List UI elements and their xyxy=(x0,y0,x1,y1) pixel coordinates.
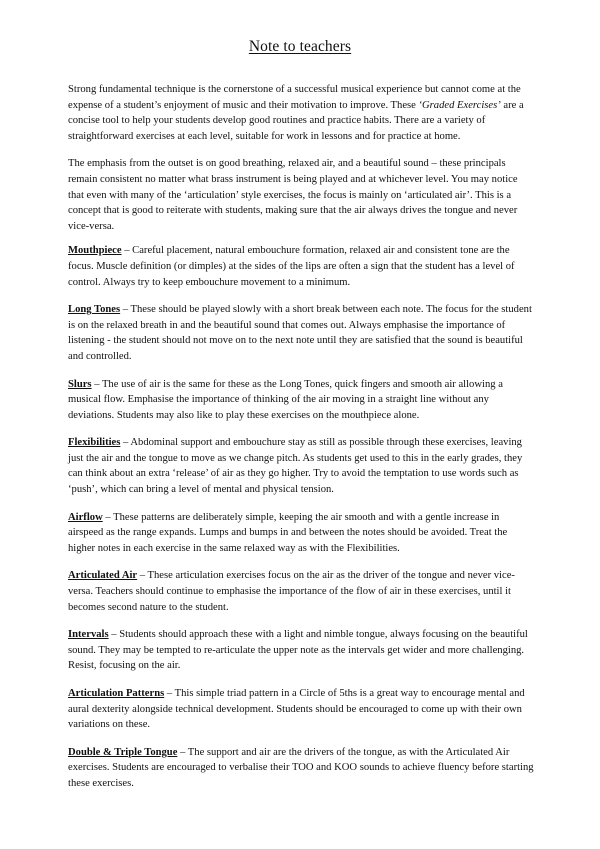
section-text: – These articulation exercises focus on the air as the driver of the tongue and never vice-versa. Teachers should continue to emphasise the importance of the flow of air in these exercises, until it becomes second nature to the student. xyxy=(68,570,515,613)
section-heading: Articulated Air xyxy=(68,570,138,582)
document-body xyxy=(68,82,536,804)
section-airflow xyxy=(68,510,536,557)
section-heading: Long Tones xyxy=(68,304,121,316)
section-heading: Articulation Patterns xyxy=(68,688,165,699)
section-intervals xyxy=(68,627,536,674)
section-mouthpiece xyxy=(68,243,536,290)
section-slurs xyxy=(68,377,536,424)
section-text: – Careful placement, natural embouchure formation, relaxed air and consistent tone are the focus. Muscle definition (or dimples) at the sides of the lips are often a sign that the student has a level of control. Always try to keep embouchure movement to a minimum. xyxy=(68,245,515,288)
section-text: – Students should approach these with a light and nimble tongue, always focusing on the beautiful sound. They may be tempted to re-articulate the upper note as the intervals get wider and more challenging. Resist, focusing on the air. xyxy=(68,629,528,672)
section-text: – Abdominal support and embouchure stay as still as possible through these exercises, leaving just the air and the tongue to move as we change pitch. As students get used to this in the early grades, they can think about an extra ‘release’ of air as they go higher. Try to avoid the temptation to use words such as ‘push’, which can bring a level of mental and physical tension. xyxy=(68,437,523,496)
section-text: – These patterns are deliberately simple, keeping the air smooth and with a gentle increase in airspeed as the range expands. Lumps and bumps in and between the notes should be avoided. Treat the higher notes in each exercise in the same relaxed way as with the Flexibilities. xyxy=(68,511,508,554)
section-heading: Airflow xyxy=(68,511,103,523)
section-articulated-air xyxy=(68,568,536,615)
section-text: – The use of air is the same for these as the Long Tones, quick fingers and smooth air allowing a musical flow. Emphasise the importance of thinking of the air moving in a straight line without any deviations. Students may also like to play these exercises on the mouthpiece alone. xyxy=(68,378,503,421)
section-heading: Double & Triple Tongue xyxy=(68,746,178,758)
section-heading: Slurs xyxy=(68,378,92,390)
section-text: – This simple triad pattern in a Circle of 5ths is a great way to encourage mental and aural dexterity alongside technical development. Students should be encouraged to come up with their own variations on these. xyxy=(68,688,525,731)
emphasis-paragraph: The emphasis from the outset is on good breathing, relaxed air, and a beautiful sound – these principals remain consistent no matter what brass instrument is being played and at whichever level. You may notice that even with many of the ‘articulation’ style exercises, the focus is mainly on ‘articulated air’. This is a concept that is good to reiterate with students, making sure that the air always drives the tongue and never vice-versa. xyxy=(68,158,518,232)
section-heading: Intervals xyxy=(68,629,109,641)
section-flexibilities xyxy=(68,435,536,497)
intro-italic-title: ‘Graded Exercises’ xyxy=(418,99,501,111)
page-title: Note to teachers xyxy=(248,38,352,55)
section-heading: Flexibilities xyxy=(68,437,121,449)
section-double-triple-tongue xyxy=(68,745,536,792)
intro-text-b: are a concise tool to help your students develop good routines and practice habits. There are a variety of straightforward exercises at each level, suitable for work in lessons and for practice at home. xyxy=(68,99,524,142)
intro-paragraph xyxy=(68,82,536,144)
section-text: – The support and air are the drivers of the tongue, as with the Articulated Air exercises. Students are encouraged to verbalise their TOO and KOO sounds to achieve fluency before starting these exercises. xyxy=(68,746,534,789)
section-long-tones xyxy=(68,302,536,364)
intro-text-a: Strong fundamental technique is the cornerstone of a successful musical experience but cannot come at the expense of a student’s enjoyment of music and their motivation to improve. These xyxy=(68,84,521,111)
section-articulation-patterns xyxy=(68,686,536,733)
section-heading: Mouthpiece xyxy=(68,245,122,257)
section-text: – These should be played slowly with a short break between each note. The focus for the student is on the relaxed breath in and the beautiful sound that comes out. Always emphasise the importance of listening - the student should not move on to the next note until they are satisfied that the sound is beautiful and controlled. xyxy=(68,304,532,362)
